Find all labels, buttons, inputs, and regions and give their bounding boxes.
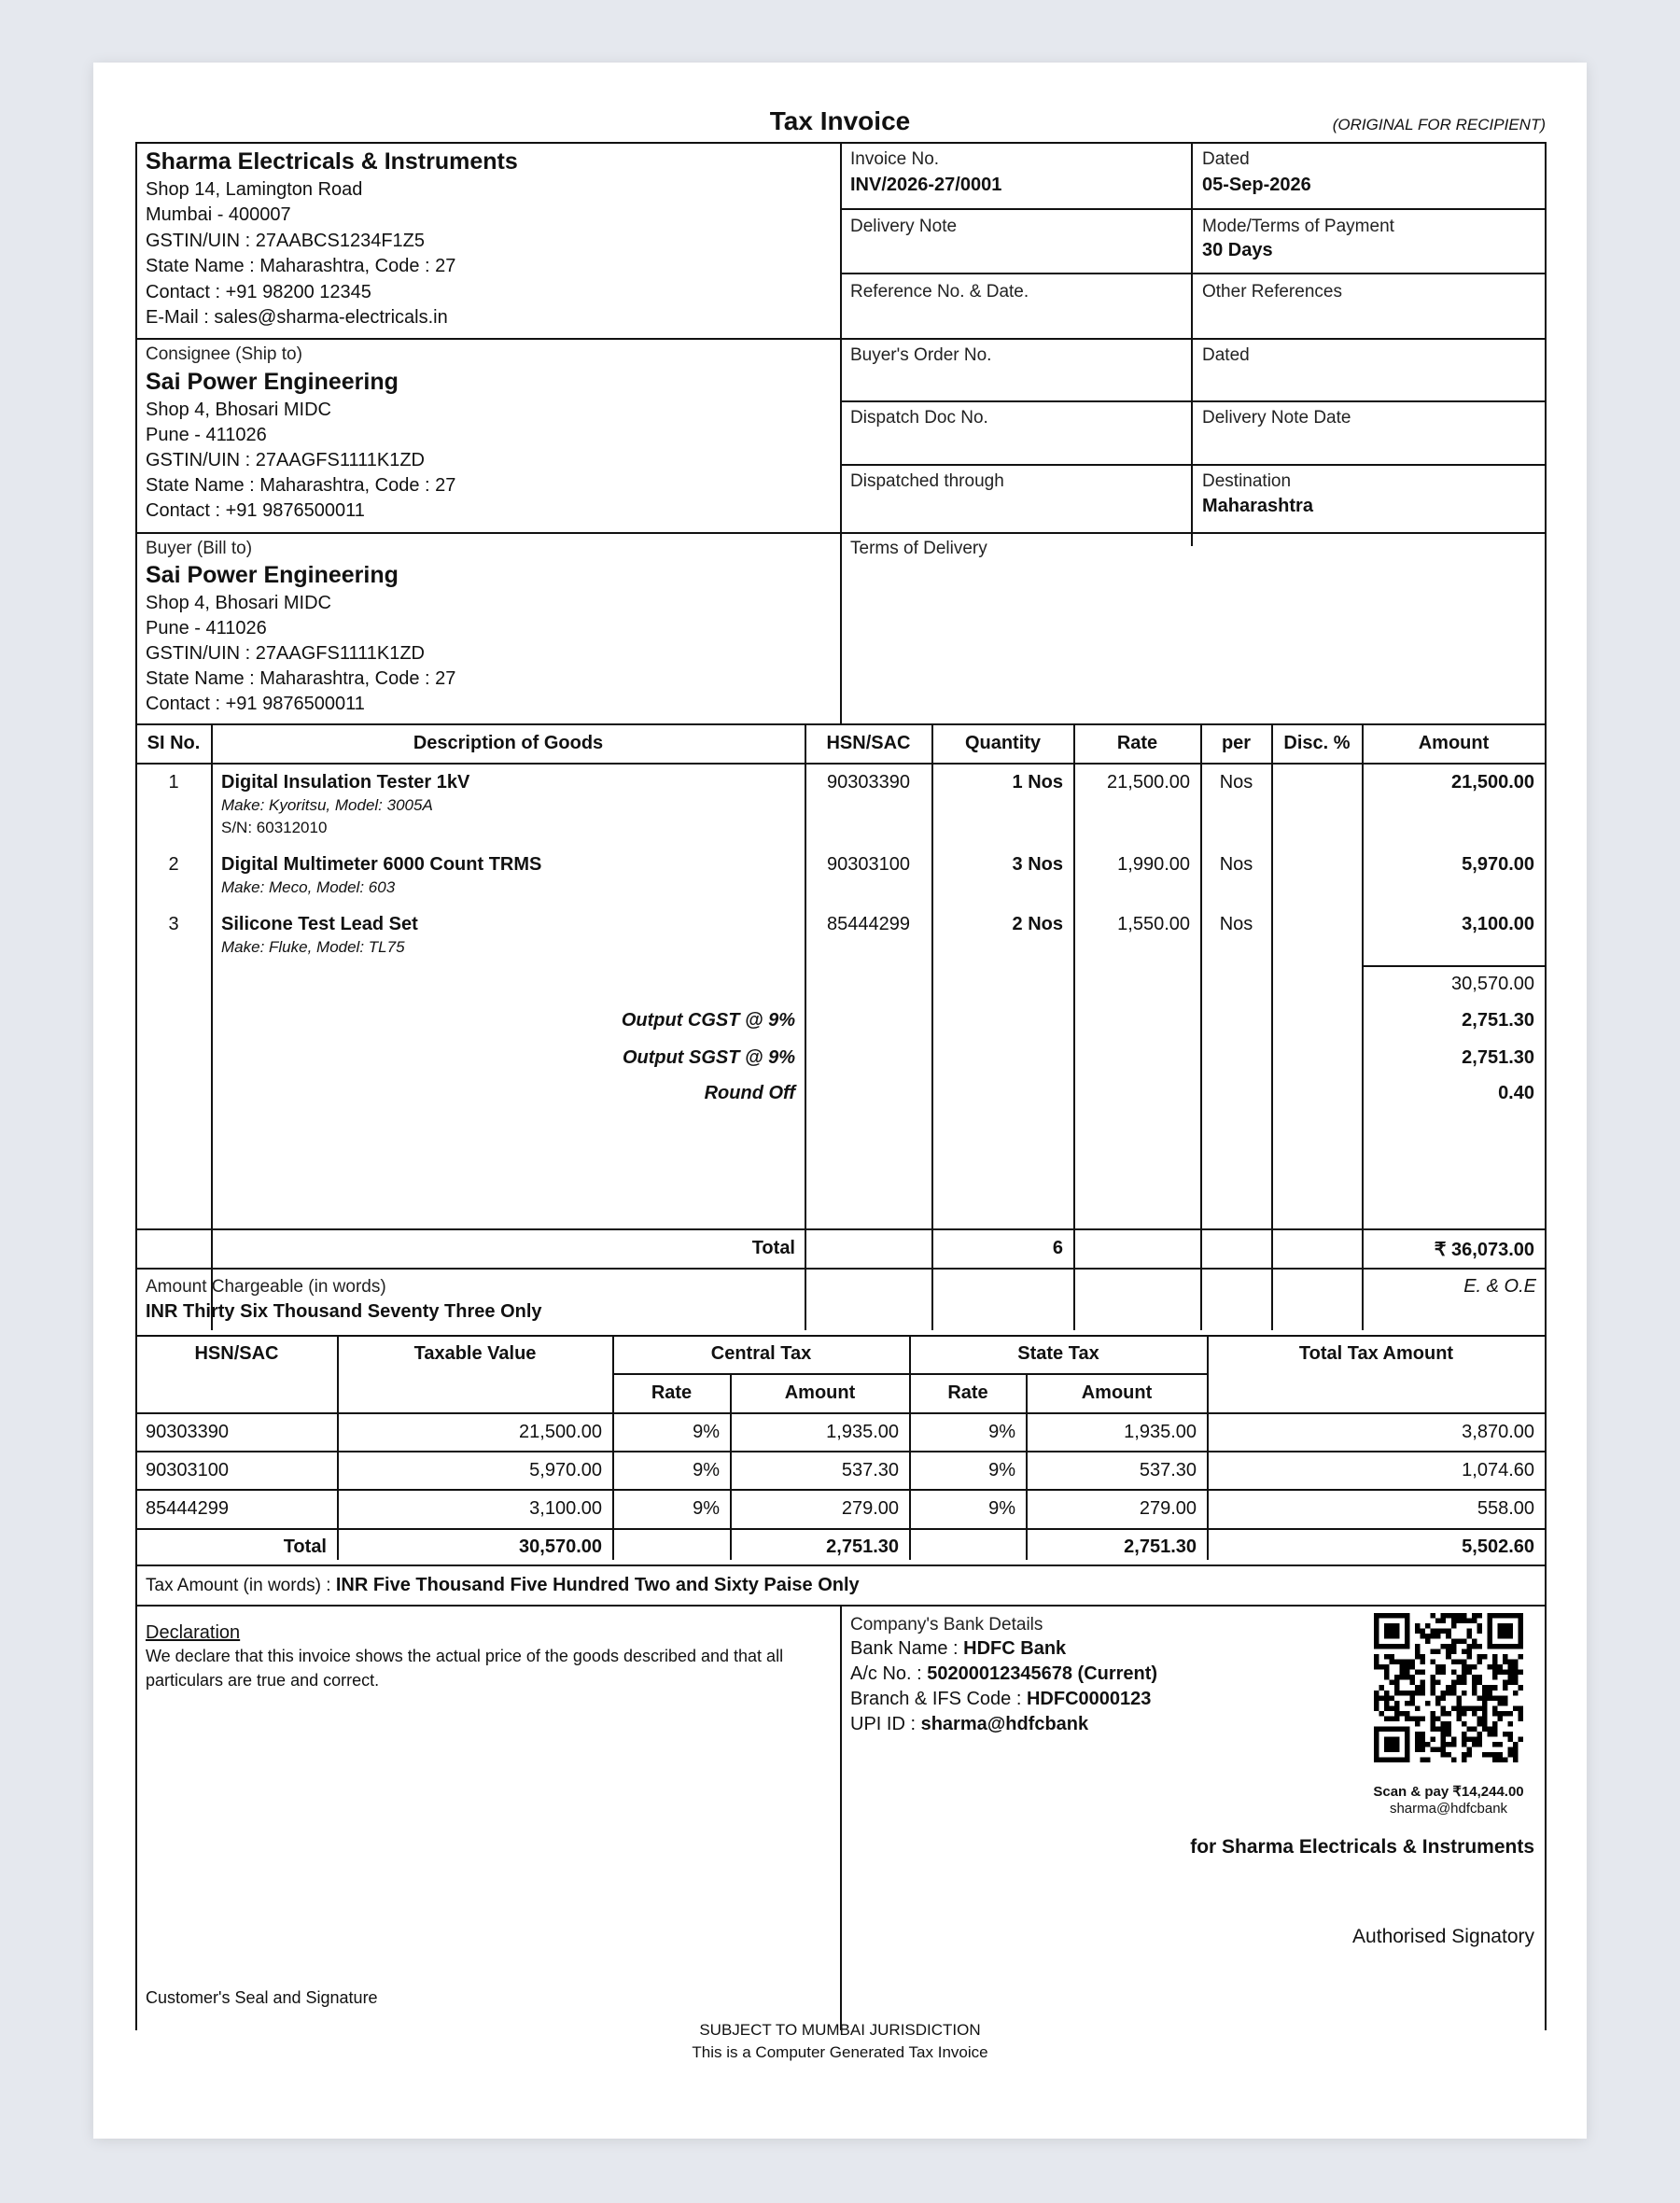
tax-words-value: INR Five Thousand Five Hundred Two and Sixty Paise Only [335, 1575, 860, 1595]
upi-qr-code-icon [1374, 1613, 1523, 1762]
reference-label: Reference No. & Date. [850, 282, 1029, 302]
declaration-title: Declaration [146, 1622, 241, 1643]
tax-row-total: 1,074.60 [1462, 1460, 1534, 1480]
declaration-line-1: We declare that this invoice shows the actual price of the goods described and that all [146, 1647, 784, 1665]
tax-row-state-amount: 279.00 [1139, 1498, 1197, 1519]
tax-row-state-amount: 1,935.00 [1124, 1422, 1197, 1442]
delivery-note-date-label: Delivery Note Date [1202, 408, 1351, 428]
item-quantity: 2 Nos [1012, 914, 1063, 934]
round-off-amount: 0.40 [1498, 1083, 1534, 1103]
other-references-label: Other References [1202, 282, 1342, 302]
item-hsn: 90303390 [827, 772, 910, 793]
tax-total-taxable: 30,570.00 [519, 1536, 602, 1557]
destination-label: Destination [1202, 471, 1292, 491]
consignee-address-line-2: Pune - 411026 [146, 425, 267, 445]
sgst-amount: 2,751.30 [1462, 1047, 1534, 1068]
bank-name [850, 1638, 1066, 1660]
tax-header-state: State Tax [1017, 1343, 1099, 1364]
tax-row-central-rate: 9% [693, 1422, 720, 1442]
jurisdiction-note: SUBJECT TO MUMBAI JURISDICTION [699, 2021, 981, 2039]
item-amount: 5,970.00 [1462, 854, 1534, 875]
payment-terms-value: 30 Days [1202, 240, 1273, 260]
tax-row-central-amount: 279.00 [841, 1498, 899, 1519]
item-amount: 21,500.00 [1451, 772, 1534, 793]
amount-words-label: Amount Chargeable (in words) [146, 1277, 386, 1297]
item-per: Nos [1219, 772, 1253, 793]
col-header-amount: Amount [1418, 733, 1490, 753]
tax-header-central-rate: Rate [651, 1382, 693, 1403]
bank-account-value: 50200012345678 (Current) [927, 1663, 1158, 1684]
bank-account [850, 1663, 1157, 1685]
sgst-label: Output SGST @ 9% [622, 1047, 795, 1068]
destination-value: Maharashtra [1202, 496, 1313, 516]
bank-branch-value: HDFC0000123 [1026, 1689, 1152, 1709]
consignee-contact: Contact : +91 9876500011 [146, 500, 365, 521]
tax-row-taxable: 5,970.00 [529, 1460, 602, 1480]
col-header-description: Description of Goods [413, 733, 604, 753]
item-quantity: 3 Nos [1012, 854, 1063, 875]
cgst-label: Output CGST @ 9% [621, 1010, 795, 1031]
tax-row-total: 558.00 [1477, 1498, 1534, 1519]
invoice-no-label: Invoice No. [850, 149, 940, 169]
buyer-gstin: GSTIN/UIN : 27AAGFS1111K1ZD [146, 643, 425, 664]
buyer-address-line-2: Pune - 411026 [146, 618, 267, 638]
invoice-page [93, 63, 1587, 2139]
seller-address-line-2: Mumbai - 400007 [146, 204, 291, 225]
tax-header-central: Central Tax [710, 1343, 812, 1364]
bank-branch-label: Branch & IFS Code : [850, 1689, 1022, 1709]
item-sl: 2 [168, 854, 179, 875]
qr-upi-id: sharma@hdfcbank [1389, 1801, 1508, 1817]
item-sl: 3 [168, 914, 179, 934]
order-dated-label: Dated [1202, 345, 1250, 365]
cgst-amount: 2,751.30 [1462, 1010, 1534, 1031]
delivery-note-label: Delivery Note [850, 217, 958, 236]
item-make: Make: Meco, Model: 603 [221, 878, 396, 896]
tax-header-total: Total Tax Amount [1298, 1343, 1454, 1364]
consignee-label: Consignee (Ship to) [146, 344, 302, 364]
tax-row-central-rate: 9% [693, 1498, 720, 1519]
item-name: Digital Insulation Tester 1kV [221, 772, 470, 793]
items-total-label: Total [751, 1238, 795, 1258]
tax-row-state-amount: 537.30 [1139, 1460, 1197, 1480]
tax-header-taxable: Taxable Value [413, 1343, 537, 1364]
item-make: Make: Fluke, Model: TL75 [221, 938, 405, 956]
tax-row-central-amount: 537.30 [841, 1460, 899, 1480]
bank-branch [850, 1689, 1151, 1710]
consignee-address-line-1: Shop 4, Bhosari MIDC [146, 400, 331, 420]
tax-row-state-rate: 9% [988, 1460, 1015, 1480]
round-off-label: Round Off [704, 1083, 795, 1103]
tax-row-state-rate: 9% [988, 1422, 1015, 1442]
col-header-discount: Disc. % [1283, 733, 1351, 753]
tax-total-central-amount: 2,751.30 [826, 1536, 899, 1557]
col-header-quantity: Quantity [964, 733, 1042, 753]
dated-value: 05-Sep-2026 [1202, 175, 1311, 195]
item-per: Nos [1219, 854, 1253, 875]
bank-name-label: Bank Name : [850, 1638, 959, 1659]
tax-row-hsn: 90303390 [146, 1422, 229, 1442]
item-make: Make: Kyoritsu, Model: 3005A [221, 796, 433, 814]
tax-header-state-rate: Rate [947, 1382, 988, 1403]
payment-terms-label: Mode/Terms of Payment [1202, 217, 1394, 236]
tax-row-state-rate: 9% [988, 1498, 1015, 1519]
item-quantity: 1 Nos [1012, 772, 1063, 793]
bank-upi [850, 1714, 1088, 1735]
buyer-label: Buyer (Bill to) [146, 539, 253, 558]
bank-upi-label: UPI ID : [850, 1714, 917, 1734]
tax-words-label: Tax Amount (in words) : [146, 1576, 331, 1595]
declaration-line-2: particulars are true and correct. [146, 1671, 380, 1690]
authorised-signatory: Authorised Signatory [1352, 1926, 1534, 1947]
dated-label: Dated [1202, 149, 1250, 169]
bank-upi-value: sharma@hdfcbank [920, 1714, 1089, 1734]
qr-caption: Scan & pay ₹14,244.00 [1373, 1784, 1524, 1800]
tax-words [146, 1575, 860, 1596]
col-header-sl: SI No. [147, 733, 201, 753]
items-total-quantity: 6 [1052, 1238, 1063, 1258]
dispatched-through-label: Dispatched through [850, 471, 1004, 491]
bank-details-title: Company's Bank Details [850, 1615, 1043, 1635]
seller-contact: Contact : +91 98200 12345 [146, 282, 371, 302]
computer-generated-note: This is a Computer Generated Tax Invoice [692, 2043, 988, 2061]
col-header-hsn: HSN/SAC [826, 733, 911, 753]
terms-of-delivery-label: Terms of Delivery [850, 539, 987, 558]
item-per: Nos [1219, 914, 1253, 934]
customer-seal-label: Customer's Seal and Signature [146, 1988, 378, 2007]
tax-row-hsn: 85444299 [146, 1498, 229, 1519]
tax-header-hsn: HSN/SAC [194, 1343, 279, 1364]
item-serial: S/N: 60312010 [221, 819, 328, 836]
eoe-label: E. & O.E [1463, 1276, 1536, 1297]
item-sl: 1 [168, 772, 179, 793]
buyer-state: State Name : Maharashtra, Code : 27 [146, 668, 456, 689]
col-header-rate: Rate [1116, 733, 1158, 753]
seller-state: State Name : Maharashtra, Code : 27 [146, 256, 456, 276]
tax-header-central-amount: Amount [784, 1382, 856, 1403]
tax-total-label: Total [283, 1536, 327, 1557]
consignee-name: Sai Power Engineering [146, 369, 399, 395]
tax-total-state-amount: 2,751.30 [1124, 1536, 1197, 1557]
buyer-name: Sai Power Engineering [146, 562, 399, 588]
seller-name: Sharma Electricals & Instruments [146, 148, 518, 175]
item-name: Silicone Test Lead Set [221, 914, 418, 934]
amount-words-value: INR Thirty Six Thousand Seventy Three Only [146, 1301, 542, 1322]
tax-row-total: 3,870.00 [1462, 1422, 1534, 1442]
signature-company: for Sharma Electricals & Instruments [1190, 1836, 1534, 1858]
consignee-state: State Name : Maharashtra, Code : 27 [146, 475, 456, 496]
invoice-no-value: INV/2026-27/0001 [850, 175, 1002, 195]
seller-email: E-Mail : sales@sharma-electricals.in [146, 307, 448, 328]
tax-row-central-rate: 9% [693, 1460, 720, 1480]
item-amount: 3,100.00 [1462, 914, 1534, 934]
tax-row-taxable: 3,100.00 [529, 1498, 602, 1519]
item-hsn: 85444299 [827, 914, 910, 934]
grand-total-amount: ₹ 36,073.00 [1434, 1240, 1534, 1260]
tax-total-amount: 5,502.60 [1462, 1536, 1534, 1557]
item-rate: 21,500.00 [1107, 772, 1190, 793]
dispatch-doc-label: Dispatch Doc No. [850, 408, 988, 428]
copy-label: (ORIGINAL FOR RECIPIENT) [1332, 116, 1546, 133]
tax-header-state-amount: Amount [1081, 1382, 1153, 1403]
item-rate: 1,550.00 [1117, 914, 1190, 934]
consignee-gstin: GSTIN/UIN : 27AAGFS1111K1ZD [146, 450, 425, 470]
col-header-per: per [1221, 733, 1252, 753]
item-name: Digital Multimeter 6000 Count TRMS [221, 854, 542, 875]
seller-address-line-1: Shop 14, Lamington Road [146, 179, 363, 200]
bank-name-value: HDFC Bank [963, 1638, 1067, 1659]
tax-row-central-amount: 1,935.00 [826, 1422, 899, 1442]
buyer-address-line-1: Shop 4, Bhosari MIDC [146, 593, 331, 613]
item-hsn: 90303100 [827, 854, 910, 875]
subtotal-amount: 30,570.00 [1451, 974, 1534, 994]
buyer-order-label: Buyer's Order No. [850, 345, 992, 365]
seller-gstin: GSTIN/UIN : 27AABCS1234F1Z5 [146, 231, 426, 251]
tax-row-taxable: 21,500.00 [519, 1422, 602, 1442]
document-title: Tax Invoice [769, 106, 911, 135]
buyer-contact: Contact : +91 9876500011 [146, 694, 365, 714]
item-rate: 1,990.00 [1117, 854, 1190, 875]
tax-row-hsn: 90303100 [146, 1460, 229, 1480]
bank-account-label: A/c No. : [850, 1663, 922, 1684]
